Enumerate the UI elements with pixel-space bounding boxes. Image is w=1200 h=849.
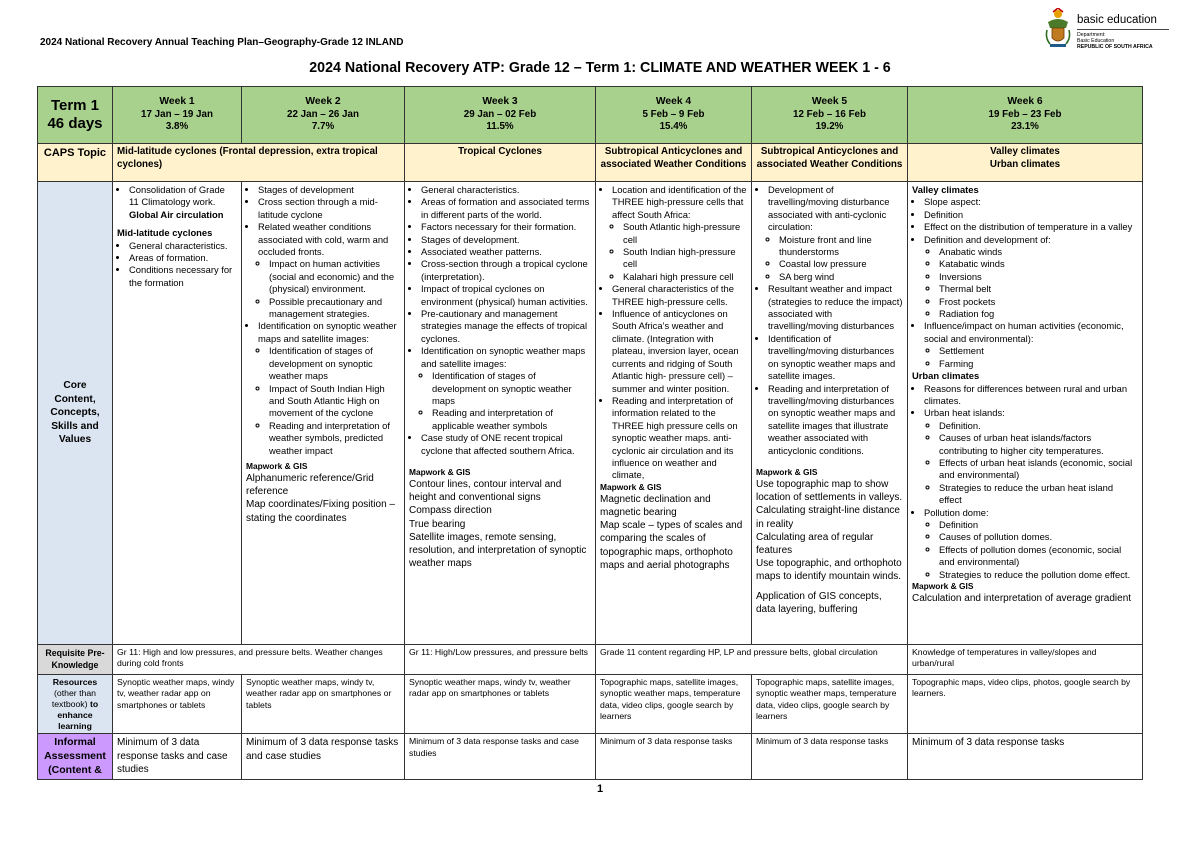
- caps-topic-wk5: Subtropical Anticyclones and associated Weather Conditions: [752, 144, 908, 182]
- week-6-header: Week 6 19 Feb – 23 Feb 23.1%: [908, 87, 1143, 144]
- assessment-row: [38, 734, 1143, 780]
- resources-wk6: Topographic maps, video clips, photos, google search by learners.: [908, 675, 1143, 734]
- caps-topic-wk3: Tropical Cyclones: [405, 144, 596, 182]
- mapwork-heading: Mapwork & GIS: [756, 466, 818, 477]
- assessment-label: Informal Assessment (Content &: [38, 734, 113, 780]
- core-content-wk2: • Stages of development • Cross section through a mid-latitude cyclone • Related weather conditions associated with cold, warm and occluded fronts. ◦ Impact on human activities (social and economic) and the (physical) environment. ◦ Possible precautionary and management strategies. • Identification on synoptic weather maps and satellite images: ◦ Identification of stages of development on synoptic weather maps ◦ Impact of South Indian High and South Atlantic High on movement of the cyclone ◦ Reading and interpretation of weather symbols, predicted weather impact Mapwork & GIS Alphanumeric reference/Grid reference Map coordinates/Fixing position – stating the coordinates: [242, 182, 405, 645]
- logo-department-text: Department: Basic Education REPUBLIC OF SOUTH AFRICA: [1077, 32, 1153, 50]
- logo-brand-text: basic education: [1077, 14, 1157, 26]
- term-cell: Term 1 46 days: [38, 87, 113, 144]
- resources-wk5: Topographic maps, satellite images, synoptic weather maps, temperature data, video clips, google search by learners: [752, 675, 908, 734]
- resources-wk2: Synoptic weather maps, windy tv, weather radar app on smartphones or tablets: [242, 675, 405, 734]
- assessment-wk3: Minimum of 3 data response tasks and case studies: [405, 734, 596, 780]
- document-header: 2024 National Recovery Annual Teaching Plan–Geography-Grade 12 INLAND: [40, 37, 404, 48]
- week-header-row: [38, 87, 1143, 144]
- week-1-header: Week 1 17 Jan – 19 Jan 3.8%: [113, 87, 242, 144]
- resources-wk1: Synoptic weather maps, windy tv, weather radar app on smartphones or tablets: [113, 675, 242, 734]
- week-3-header: Week 3 29 Jan – 02 Feb 11.5%: [405, 87, 596, 144]
- core-content-wk5: • Development of travelling/moving disturbance associated with anti-cyclonic circulation: ◦ Moisture front and line thunderstorms ◦ Coastal low pressure ◦ SA berg wind • Resultant weather and impact (strategies to reduce the impact) associated with travelling/moving disturbances • Identification of travelling/moving disturbances on synoptic weather maps and satellite images. • Reading and interpretation of travelling/moving disturbances on synoptic weather maps and satellite images that illustrate weather associated with anticyclonic conditions. Mapwork & GIS Use topographic map to show location of settlements in valleys. Calculating straight-line distance in reality Calculating area of regular features Use topographic, and orthophoto maps to identify mountain winds. Application of GIS concepts, data layering, buffering: [752, 182, 908, 645]
- caps-topic-wk4: Subtropical Anticyclones and associated Weather Conditions: [596, 144, 752, 182]
- resources-wk4: Topographic maps, satellite images, synoptic weather maps, temperature data, video clips, google search by learners: [596, 675, 752, 734]
- teaching-plan-table: [37, 86, 1143, 780]
- resources-wk3: Synoptic weather maps, windy tv, weather radar app on smartphones or tablets: [405, 675, 596, 734]
- assessment-wk1: Minimum of 3 data response tasks and case studies: [113, 734, 242, 780]
- assessment-wk2: Minimum of 3 data response tasks and case studies: [242, 734, 405, 780]
- caps-topic-label: CAPS Topic: [38, 144, 113, 182]
- page-title: 2024 National Recovery ATP: Grade 12 – Term 1: CLIMATE AND WEATHER WEEK 1 - 6: [309, 59, 891, 76]
- assessment-wk5: Minimum of 3 data response tasks: [752, 734, 908, 780]
- core-content-label: Core Content, Concepts, Skills and Values: [38, 182, 113, 645]
- caps-topic-wk1-2: Mid-latitude cyclones (Frontal depression, extra tropical cyclones): [113, 144, 405, 182]
- week-2-header: Week 2 22 Jan – 26 Jan 7.7%: [242, 87, 405, 144]
- prerequisite-row: [38, 645, 1143, 675]
- mapwork-heading: Mapwork & GIS: [409, 466, 471, 477]
- dbe-logo: [1044, 8, 1174, 52]
- caps-topic-row: [38, 144, 1143, 182]
- prerequisite-label: Requisite Pre-Knowledge: [38, 645, 113, 675]
- coat-of-arms-icon: [1044, 8, 1072, 48]
- page-number: 1: [596, 783, 604, 795]
- list-item: • Consolidation of Grade 11 Climatology work. Global Air circulation: [129, 184, 237, 221]
- resources-row: [38, 675, 1143, 734]
- core-content-row: [38, 182, 1143, 645]
- prereq-wk1-2: Gr 11: High and low pressures, and pressure belts. Weather changes during cold fronts: [113, 645, 405, 675]
- prereq-wk4-5: Grade 11 content regarding HP, LP and pressure belts, global circulation: [596, 645, 908, 675]
- assessment-wk4: Minimum of 3 data response tasks: [596, 734, 752, 780]
- week-4-header: Week 4 5 Feb – 9 Feb 15.4%: [596, 87, 752, 144]
- core-content-wk1: • Consolidation of Grade 11 Climatology work. Global Air circulation Mid-latitude cyclones • General characteristics. • Areas of formation. • Conditions necessary for the formation: [113, 182, 242, 645]
- resources-label: Resources (other than textbook) to enhance learning: [38, 675, 113, 734]
- prereq-wk3: Gr 11: High/Low pressures, and pressure belts: [405, 645, 596, 675]
- core-content-wk6: Valley climates • Slope aspect: • Definition • Effect on the distribution of temperature in a valley • Definition and development of: ◦ Anabatic winds ◦ Katabatic winds ◦ Inversions ◦ Thermal belt ◦ Frost pockets ◦ Radiation fog • Influence/impact on human activities (economic, social and environmental): ◦ Settlement ◦ Farming Urban climates • Reasons for differences between rural and urban climates. • Urban heat islands: ◦ Definition. ◦ Causes of urban heat islands/factors contributing to higher city temperatures. ◦ Effects of urban heat islands (economic, social and environmental) ◦ Strategies to reduce the urban heat island effect • Pollution dome: ◦ Definition ◦ Causes of pollution domes. ◦ Effects of pollution domes (economic, social and environmental) ◦ Strategies to reduce the pollution dome effect. Mapwork & GIS Calculation and interpretation of average gradient: [908, 182, 1143, 645]
- caps-topic-wk6: Valley climates Urban climates: [908, 144, 1143, 182]
- core-content-wk4: • Location and identification of the THREE high-pressure cells that affect South Africa: ◦ South Atlantic high-pressure cell ◦ South Indian high-pressure cell ◦ Kalahari high pressure cell • General characteristics of the THREE high-pressure cells. • Influence of anticyclones on South Africa’s weather and climate. (Integration with plateau, inversion layer, ocean currents and ridging of South Atlantic high- pressure cell) – summer and winter position. • Reading and interpretation of information related to the THREE high pressure cells on synoptic weather maps. anti-cyclonic air circulation and its influence on weather and climate, Mapwork & GIS Magnetic declination and magnetic bearing Map scale – types of scales and comparing the scales of topographic maps, orthophoto maps and aerial photographs: [596, 182, 752, 645]
- week-5-header: Week 5 12 Feb – 16 Feb 19.2%: [752, 87, 908, 144]
- assessment-wk6: Minimum of 3 data response tasks: [908, 734, 1143, 780]
- mapwork-heading: Mapwork & GIS: [600, 481, 662, 492]
- mapwork-heading: Mapwork & GIS: [912, 581, 974, 591]
- prereq-wk6: Knowledge of temperatures in valley/slopes and urban/rural: [908, 645, 1143, 675]
- mapwork-heading: Mapwork & GIS: [246, 460, 308, 471]
- core-content-wk3: • General characteristics. • Areas of formation and associated terms in different parts of the world. • Factors necessary for their formation. • Stages of development. • Associated weather patterns. • Cross-section through a tropical cyclone (interpretation). • Impact of tropical cyclones on environment (physical) human activities. • Pre-cautionary and management strategies manage the effects of tropical cyclones. • Identification on synoptic weather maps and satellite images: ◦ Identification of stages of development on synoptic weather maps ◦ Reading and interpretation of applicable weather symbols • Case study of ONE recent tropical cyclone that affected southern Africa. Mapwork & GIS Contour lines, contour interval and height and conventional signs Compass direction True bearing Satellite images, remote sensing, resolution, and interpretation of synoptic weather maps: [405, 182, 596, 645]
